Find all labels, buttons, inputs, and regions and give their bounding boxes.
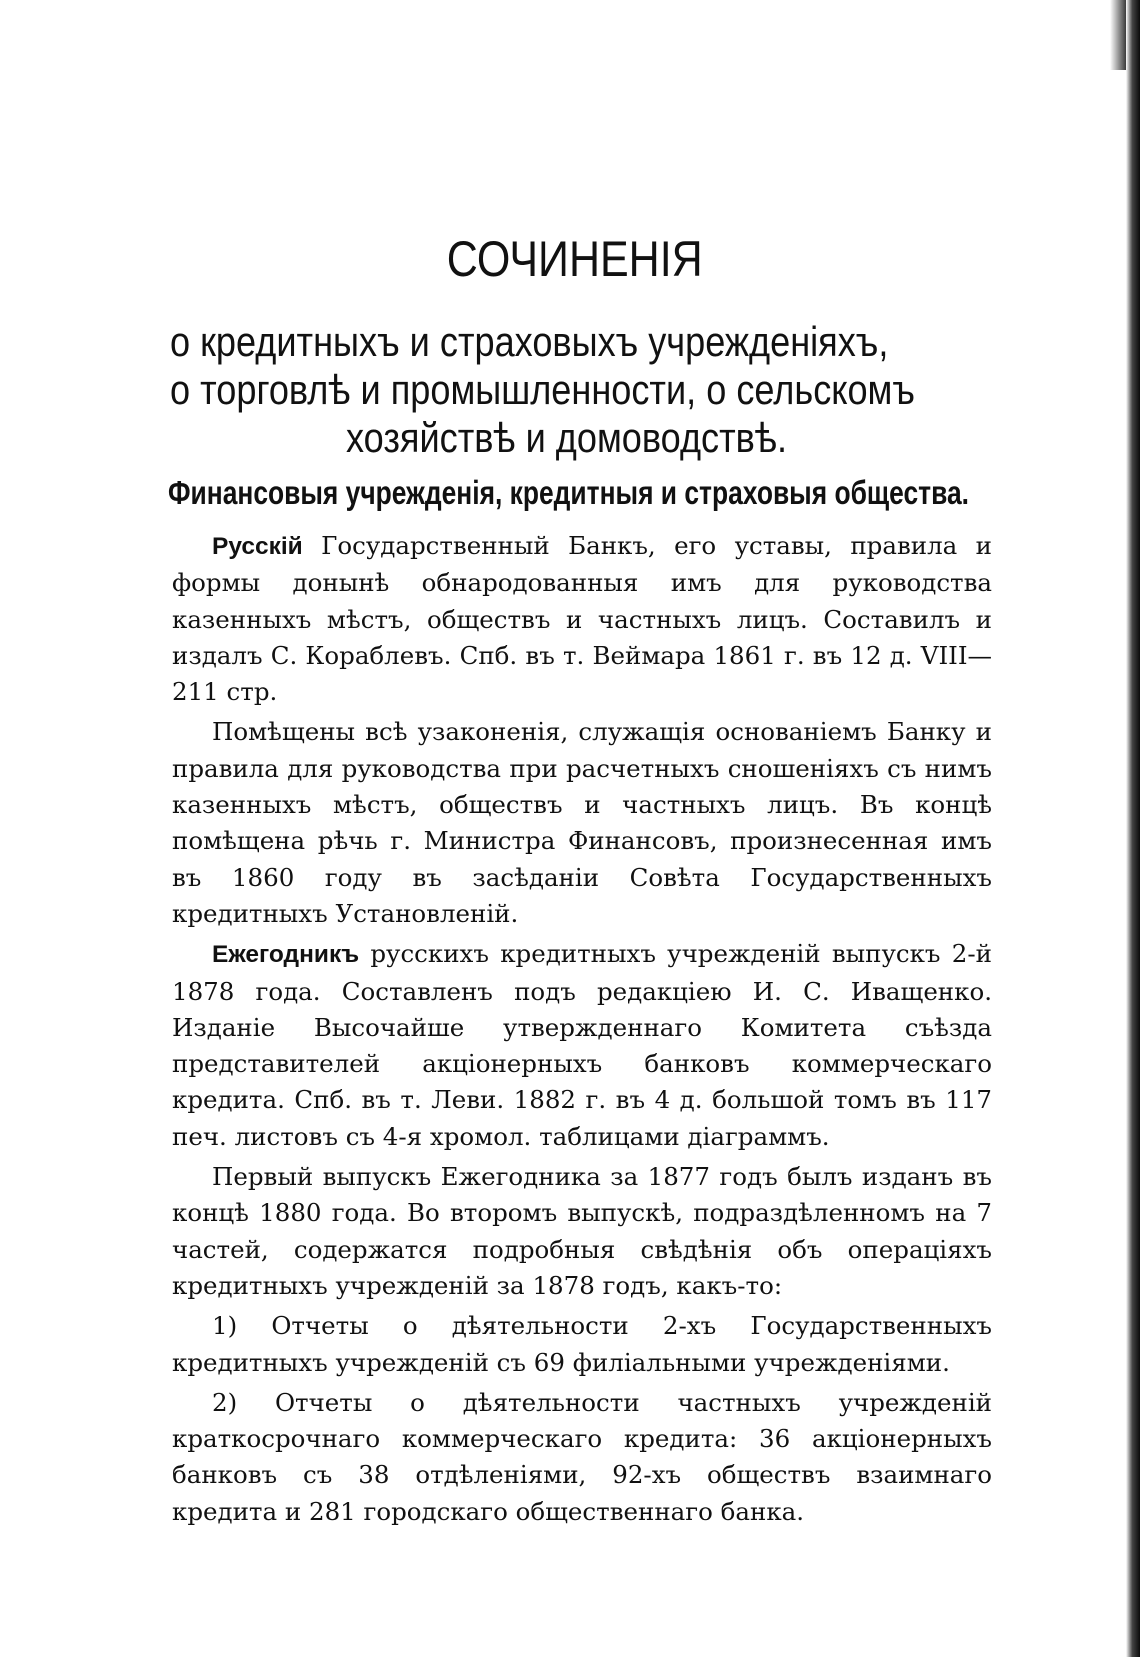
paragraph-text: 2) Отчеты о дѣятельности частныхъ учрежденій краткосрочнаго коммерческаго кредита: 36 акціонерныхъ банковъ съ 38 отдѣленіями, 92-хъ обществъ взаимнаго кредита и 281 городскаго общественнаго банка. (172, 1387, 992, 1526)
subtitle-line: хозяйствѣ и домоводствѣ. (346, 414, 788, 461)
paragraph (172, 714, 992, 932)
paragraph-text: Помѣщены всѣ узаконенія, служащія основаніемъ Банку и правила для руководства при расчетныхъ сношеніяхъ съ нимъ казенныхъ мѣстъ, обществъ и частныхъ лицъ. Въ концѣ помѣщена рѣчь г. Министра Финансовъ, произнесенная имъ въ 1860 году въ засѣданіи Совѣта Государственныхъ кредитныхъ Установленій. (172, 717, 992, 928)
list-item (172, 1385, 992, 1530)
list-item (172, 1308, 992, 1381)
section-heading: Финансовыя учрежденія, кредитныя и страховыя общества. (168, 474, 970, 511)
paragraph-text: Государственный Банкъ, его уставы, правила и формы донынѣ обнародованныя имъ для руководства казенныхъ мѣстъ, обществъ и частныхъ лицъ. Составилъ и издалъ С. Кораблевъ. Спб. въ т. Веймара 1861 г. въ 12 д. VIII—211 стр. (172, 531, 992, 707)
paragraph (172, 528, 992, 710)
paragraph (172, 936, 992, 1155)
subtitle-line: о торговлѣ и промышленности, о сельскомъ (170, 366, 915, 413)
paragraph-text: русскихъ кредитныхъ учрежденій выпускъ 2-й 1878 года. Составленъ подъ редакціею И. С. Иващенко. Изданіе Высочайше утвержденнаго Комитета съѣзда представителей акціонерныхъ банковъ коммерческаго кредита. Спб. въ т. Леви. 1882 г. въ 4 д. большой томъ въ 117 печ. листовъ съ 4-я хромол. таблицами діаграммъ. (172, 939, 992, 1151)
subtitle (170, 318, 1050, 462)
paragraph-lead: Ежегодникъ (212, 941, 360, 969)
paragraph-text: 1) Отчеты о дѣятельности 2-хъ Государственныхъ кредитныхъ учрежденій съ 69 филіальными учрежденіями. (172, 1311, 992, 1377)
subtitle-line: о кредитныхъ и страховыхъ учрежденіяхъ, (170, 318, 889, 365)
body-text (172, 528, 992, 1534)
paragraph-lead: Русскій (212, 533, 303, 560)
scan-edge (1126, 0, 1140, 1657)
paragraph-text: Первый выпускъ Ежегодника за 1877 годъ былъ изданъ въ концѣ 1880 года. Во второмъ выпускѣ, подраздѣленномъ на 7 частей, содержатся подробныя свѣдѣнія объ операціяхъ кредитныхъ учрежденій за 1878 годъ, какъ-то: (172, 1162, 992, 1300)
paragraph (172, 1159, 992, 1304)
page-title: СОЧИНЕНІЯ (446, 231, 703, 287)
